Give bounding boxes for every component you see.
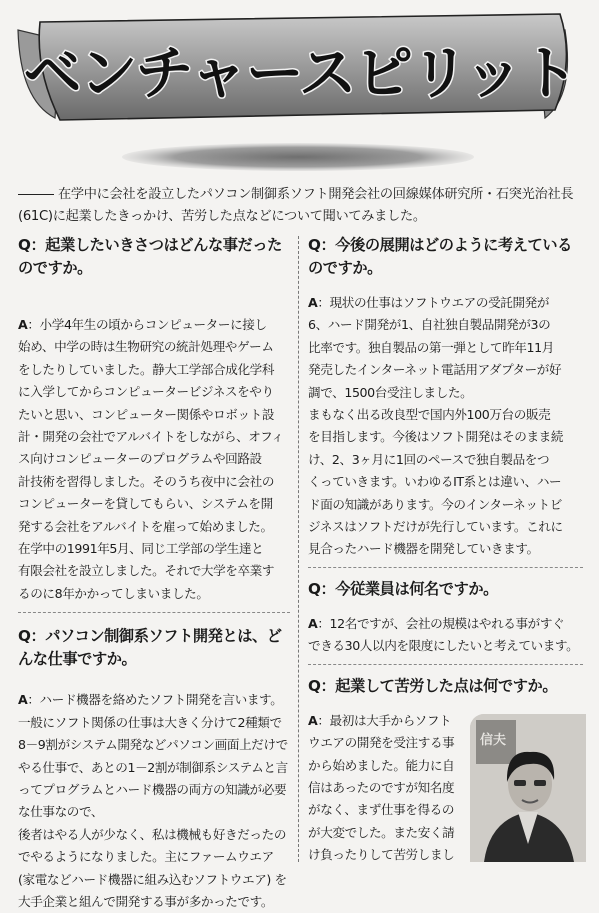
answer-mark: A — [308, 615, 318, 631]
answer-mark: A — [18, 317, 28, 332]
intro-rule — [18, 194, 54, 195]
answer-3 — [308, 292, 583, 561]
question-1: Q：起業したいきさつはどんな事だったのですか。 — [18, 236, 282, 277]
president-photo — [470, 714, 586, 862]
left-column — [18, 234, 290, 913]
answer-2 — [18, 689, 290, 913]
question-5: Q：起業して苦労した点は何ですか。 — [308, 676, 558, 695]
answer-3-text: ：現状の仕事はソフトウエアの受託開発が 6、ハード開発が1、自社独自製品開発が3の 比率です。独自製品の第一弾として昨年11月 発売したインターネット電話用アダプターが好 調で、1500台受注しました。 まもなく出る改良型で国内外100万台の販売 を目指します。今後はソフト開発はそのまま続 け、2、3ヶ月に1回のペースで独自製品をつ くっていきます。いわゆるIT系とは違い、ハー ド面の知識があります。今のインターネットビ ジネスはソフトだけが先行しています。これに 見合ったハード機器を開発していきます。 — [308, 295, 564, 557]
answer-5-text: ：最初は大手からソフト ウエアの開発を受注する事 から始めました。能力に自 信はあったのですが知名度 がなく、まず仕事を得るの が大変でした。また安く請 け負ったりして苦労しまし — [308, 712, 455, 863]
answer-4 — [308, 613, 583, 658]
column-divider — [298, 236, 299, 862]
background-sign: 信夫 — [480, 733, 507, 748]
intro-text: 在学中に会社を設立したパソコン制御系ソフト開発会社の回線媒体研究所・石突光治社長(61C)に起業したきっかけ、苦労した点などについて聞いてみました。 — [18, 187, 574, 224]
answer-2-text: ：ハード機器を絡めたソフト開発を言います。 一般にソフト関係の仕事は大きく分けて2種類で 8－9割がシステム開発などパソコン画面上だけで やる仕事で、あとの1－2割が制御系システムと言 ってプログラムとハード機器の両方の知識が必要 な仕事なので、 後者はやる人が少なく、私は機械も好きだったの でやるようになりました。主にファームウエア (家電などハード機器に組み込むソフトウエア) を 大手企業と組んで開発する事が多かったです。 — [18, 692, 288, 909]
question-4: Q：今従業員は何名ですか。 — [308, 579, 498, 598]
answer-1-text: ：小学4年生の頃からコンピューターに接し 始め、中学の時は生物研究の統計処理やゲーム をしたりしていました。静大工学部合成化学科 に入学してからコンピュータービジネスをやり たいと思い、コンピューター関係やロボット設 計・開発の会社でアルバイトをしながら、オフィ ス向けコンピューターのプログラムや回路設 計技術を習得しました。そのうち夜中に会社の コンピューターを貸してもらい、システムを開 発する会社をアルバイトを雇って始めました。 在学中の1991年5月、同じ工学部の学生達と 有限会社を設立しました。それで大学を卒業す るのに8年かかってしまいました。 — [18, 317, 284, 601]
question-3: Q：今後の展開はどのように考えているのですか。 — [308, 236, 572, 277]
answer-mark: A — [308, 295, 318, 310]
title-banner — [0, 0, 599, 175]
answer-mark: A — [308, 712, 318, 728]
question-2: Q：パソコン制御系ソフト開発とは、どんな仕事ですか。 — [18, 627, 282, 669]
answer-mark: A — [18, 692, 28, 708]
banner-title: ベンチャースピリット — [23, 39, 577, 107]
answer-4-text: ：12名ですが、会社の規模はやれる事がすぐ できる30人以内を限度にしたいと考えています。 — [308, 615, 579, 654]
intro-paragraph — [18, 184, 584, 228]
portrait-image — [470, 714, 586, 862]
answer-1 — [18, 314, 290, 605]
